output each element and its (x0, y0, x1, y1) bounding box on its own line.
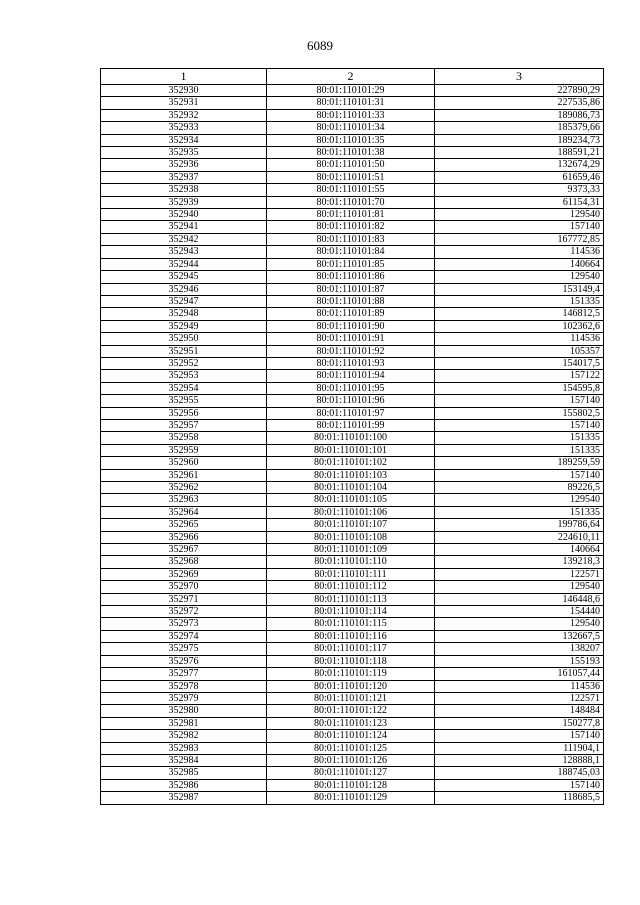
cadastral-number-cell: 80:01:110101:122 (267, 705, 435, 717)
table-row (101, 692, 604, 704)
value-cell: 161057,44 (435, 668, 604, 680)
row-number-cell: 352932 (101, 109, 267, 121)
page-number: 6089 (307, 38, 333, 53)
value-cell: 151335 (435, 295, 604, 307)
value-cell: 153149,4 (435, 283, 604, 295)
cadastral-number-cell: 80:01:110101:128 (267, 779, 435, 791)
cadastral-number-cell: 80:01:110101:85 (267, 258, 435, 270)
table-row (101, 457, 604, 469)
value-cell: 155802,5 (435, 407, 604, 419)
row-number-cell: 352966 (101, 531, 267, 543)
value-cell: 129540 (435, 494, 604, 506)
table-row (101, 643, 604, 655)
cadastral-number-cell: 80:01:110101:81 (267, 209, 435, 221)
data-table (100, 68, 604, 805)
table-row (101, 730, 604, 742)
row-number-cell: 352938 (101, 184, 267, 196)
row-number-cell: 352941 (101, 221, 267, 233)
table-row (101, 308, 604, 320)
row-number-cell: 352968 (101, 556, 267, 568)
row-number-cell: 352986 (101, 779, 267, 791)
column-header-1: 1 (101, 69, 267, 85)
cadastral-number-cell: 80:01:110101:119 (267, 668, 435, 680)
row-number-cell: 352957 (101, 419, 267, 431)
table-row (101, 407, 604, 419)
row-number-cell: 352969 (101, 568, 267, 580)
row-number-cell: 352934 (101, 134, 267, 146)
cadastral-number-cell: 80:01:110101:108 (267, 531, 435, 543)
table-row (101, 767, 604, 779)
cadastral-number-cell: 80:01:110101:118 (267, 655, 435, 667)
cadastral-number-cell: 80:01:110101:91 (267, 333, 435, 345)
value-cell: 129540 (435, 209, 604, 221)
row-number-cell: 352961 (101, 469, 267, 481)
cadastral-number-cell: 80:01:110101:86 (267, 271, 435, 283)
value-cell: 146812,5 (435, 308, 604, 320)
row-number-cell: 352939 (101, 196, 267, 208)
value-cell: 224610,11 (435, 531, 604, 543)
value-cell: 157122 (435, 370, 604, 382)
table-row (101, 97, 604, 109)
cadastral-number-cell: 80:01:110101:106 (267, 506, 435, 518)
table-row (101, 556, 604, 568)
row-number-cell: 352943 (101, 246, 267, 258)
table-row (101, 531, 604, 543)
value-cell: 188591,21 (435, 147, 604, 159)
table-row (101, 196, 604, 208)
row-number-cell: 352953 (101, 370, 267, 382)
cadastral-number-cell: 80:01:110101:93 (267, 357, 435, 369)
value-cell: 140664 (435, 258, 604, 270)
table-row (101, 544, 604, 556)
cadastral-number-cell: 80:01:110101:114 (267, 606, 435, 618)
value-cell: 61659,46 (435, 171, 604, 183)
table-row (101, 606, 604, 618)
cadastral-number-cell: 80:01:110101:116 (267, 630, 435, 642)
cadastral-number-cell: 80:01:110101:111 (267, 568, 435, 580)
value-cell: 111904,1 (435, 742, 604, 754)
column-header-2: 2 (267, 69, 435, 85)
row-number-cell: 352959 (101, 444, 267, 456)
cadastral-number-cell: 80:01:110101:87 (267, 283, 435, 295)
table-row (101, 680, 604, 692)
table-row (101, 432, 604, 444)
table-row (101, 419, 604, 431)
table-row (101, 184, 604, 196)
row-number-cell: 352982 (101, 730, 267, 742)
column-header-3: 3 (435, 69, 604, 85)
row-number-cell: 352975 (101, 643, 267, 655)
value-cell: 129540 (435, 271, 604, 283)
table-row (101, 568, 604, 580)
row-number-cell: 352974 (101, 630, 267, 642)
row-number-cell: 352946 (101, 283, 267, 295)
value-cell: 128888,1 (435, 754, 604, 766)
value-cell: 157140 (435, 221, 604, 233)
row-number-cell: 352951 (101, 345, 267, 357)
cadastral-number-cell: 80:01:110101:90 (267, 320, 435, 332)
cadastral-number-cell: 80:01:110101:50 (267, 159, 435, 171)
cadastral-number-cell: 80:01:110101:127 (267, 767, 435, 779)
row-number-cell: 352933 (101, 122, 267, 134)
table-row (101, 754, 604, 766)
cadastral-number-cell: 80:01:110101:110 (267, 556, 435, 568)
row-number-cell: 352983 (101, 742, 267, 754)
cadastral-number-cell: 80:01:110101:101 (267, 444, 435, 456)
value-cell: 227890,29 (435, 85, 604, 97)
cadastral-number-cell: 80:01:110101:126 (267, 754, 435, 766)
cadastral-number-cell: 80:01:110101:125 (267, 742, 435, 754)
row-number-cell: 352958 (101, 432, 267, 444)
table-row (101, 345, 604, 357)
table-row (101, 469, 604, 481)
table-row (101, 258, 604, 270)
table-row (101, 370, 604, 382)
table-row (101, 792, 604, 804)
cadastral-number-cell: 80:01:110101:120 (267, 680, 435, 692)
table-row (101, 382, 604, 394)
cadastral-number-cell: 80:01:110101:94 (267, 370, 435, 382)
row-number-cell: 352955 (101, 395, 267, 407)
table-row (101, 233, 604, 245)
row-number-cell: 352963 (101, 494, 267, 506)
row-number-cell: 352977 (101, 668, 267, 680)
cadastral-number-cell: 80:01:110101:99 (267, 419, 435, 431)
row-number-cell: 352948 (101, 308, 267, 320)
value-cell: 167772,85 (435, 233, 604, 245)
value-cell: 154595,8 (435, 382, 604, 394)
row-number-cell: 352960 (101, 457, 267, 469)
header-row (101, 69, 604, 85)
row-number-cell: 352947 (101, 295, 267, 307)
cadastral-number-cell: 80:01:110101:92 (267, 345, 435, 357)
value-cell: 227535,86 (435, 97, 604, 109)
table-body (101, 85, 604, 805)
value-cell: 151335 (435, 432, 604, 444)
cadastral-number-cell: 80:01:110101:115 (267, 618, 435, 630)
row-number-cell: 352964 (101, 506, 267, 518)
row-number-cell: 352981 (101, 717, 267, 729)
value-cell: 157140 (435, 779, 604, 791)
cadastral-number-cell: 80:01:110101:121 (267, 692, 435, 704)
value-cell: 154440 (435, 606, 604, 618)
row-number-cell: 352944 (101, 258, 267, 270)
cadastral-number-cell: 80:01:110101:129 (267, 792, 435, 804)
row-number-cell: 352985 (101, 767, 267, 779)
table-row (101, 85, 604, 97)
row-number-cell: 352965 (101, 519, 267, 531)
value-cell: 138207 (435, 643, 604, 655)
value-cell: 199786,64 (435, 519, 604, 531)
table-row (101, 357, 604, 369)
value-cell: 122571 (435, 692, 604, 704)
table-row (101, 221, 604, 233)
row-number-cell: 352978 (101, 680, 267, 692)
value-cell: 151335 (435, 444, 604, 456)
row-number-cell: 352940 (101, 209, 267, 221)
cadastral-number-cell: 80:01:110101:124 (267, 730, 435, 742)
table-row (101, 209, 604, 221)
table-row (101, 506, 604, 518)
value-cell: 122571 (435, 568, 604, 580)
cadastral-number-cell: 80:01:110101:83 (267, 233, 435, 245)
value-cell: 154017,5 (435, 357, 604, 369)
table-row (101, 742, 604, 754)
table-row (101, 668, 604, 680)
cadastral-number-cell: 80:01:110101:95 (267, 382, 435, 394)
cadastral-number-cell: 80:01:110101:105 (267, 494, 435, 506)
value-cell: 157140 (435, 730, 604, 742)
row-number-cell: 352976 (101, 655, 267, 667)
row-number-cell: 352930 (101, 85, 267, 97)
row-number-cell: 352952 (101, 357, 267, 369)
value-cell: 114536 (435, 333, 604, 345)
row-number-cell: 352954 (101, 382, 267, 394)
table-header (101, 69, 604, 85)
row-number-cell: 352937 (101, 171, 267, 183)
cadastral-number-cell: 80:01:110101:112 (267, 581, 435, 593)
value-cell: 155193 (435, 655, 604, 667)
cadastral-number-cell: 80:01:110101:84 (267, 246, 435, 258)
cadastral-number-cell: 80:01:110101:109 (267, 544, 435, 556)
value-cell: 151335 (435, 506, 604, 518)
value-cell: 114536 (435, 246, 604, 258)
value-cell: 189259,59 (435, 457, 604, 469)
row-number-cell: 352962 (101, 482, 267, 494)
row-number-cell: 352984 (101, 754, 267, 766)
table-row (101, 444, 604, 456)
value-cell: 148484 (435, 705, 604, 717)
table-row (101, 482, 604, 494)
row-number-cell: 352936 (101, 159, 267, 171)
cadastral-number-cell: 80:01:110101:35 (267, 134, 435, 146)
value-cell: 114536 (435, 680, 604, 692)
cadastral-number-cell: 80:01:110101:88 (267, 295, 435, 307)
table-row (101, 320, 604, 332)
table-row (101, 395, 604, 407)
table-row (101, 494, 604, 506)
value-cell: 9373,33 (435, 184, 604, 196)
cadastral-number-cell: 80:01:110101:51 (267, 171, 435, 183)
row-number-cell: 352945 (101, 271, 267, 283)
cadastral-number-cell: 80:01:110101:102 (267, 457, 435, 469)
row-number-cell: 352972 (101, 606, 267, 618)
row-number-cell: 352935 (101, 147, 267, 159)
cadastral-number-cell: 80:01:110101:100 (267, 432, 435, 444)
cadastral-number-cell: 80:01:110101:70 (267, 196, 435, 208)
table-row (101, 246, 604, 258)
cadastral-number-cell: 80:01:110101:31 (267, 97, 435, 109)
table-row (101, 159, 604, 171)
value-cell: 61154,31 (435, 196, 604, 208)
table-row (101, 717, 604, 729)
row-number-cell: 352949 (101, 320, 267, 332)
table-row (101, 333, 604, 345)
table-row (101, 283, 604, 295)
cadastral-number-cell: 80:01:110101:103 (267, 469, 435, 481)
cadastral-number-cell: 80:01:110101:117 (267, 643, 435, 655)
cadastral-number-cell: 80:01:110101:123 (267, 717, 435, 729)
value-cell: 185379,66 (435, 122, 604, 134)
table-row (101, 593, 604, 605)
cadastral-number-cell: 80:01:110101:113 (267, 593, 435, 605)
value-cell: 132667,5 (435, 630, 604, 642)
cadastral-number-cell: 80:01:110101:96 (267, 395, 435, 407)
value-cell: 129540 (435, 581, 604, 593)
table-row (101, 630, 604, 642)
cadastral-number-cell: 80:01:110101:97 (267, 407, 435, 419)
row-number-cell: 352973 (101, 618, 267, 630)
table-row (101, 295, 604, 307)
row-number-cell: 352979 (101, 692, 267, 704)
row-number-cell: 352931 (101, 97, 267, 109)
cadastral-number-cell: 80:01:110101:104 (267, 482, 435, 494)
table-row (101, 134, 604, 146)
table-row (101, 655, 604, 667)
value-cell: 139218,3 (435, 556, 604, 568)
value-cell: 129540 (435, 618, 604, 630)
table-row (101, 705, 604, 717)
row-number-cell: 352987 (101, 792, 267, 804)
value-cell: 89226,5 (435, 482, 604, 494)
table-row (101, 122, 604, 134)
cadastral-number-cell: 80:01:110101:107 (267, 519, 435, 531)
row-number-cell: 352980 (101, 705, 267, 717)
value-cell: 118685,5 (435, 792, 604, 804)
table-row (101, 171, 604, 183)
value-cell: 150277,8 (435, 717, 604, 729)
value-cell: 146448,6 (435, 593, 604, 605)
value-cell: 157140 (435, 469, 604, 481)
cadastral-number-cell: 80:01:110101:38 (267, 147, 435, 159)
value-cell: 132674,29 (435, 159, 604, 171)
cadastral-number-cell: 80:01:110101:89 (267, 308, 435, 320)
value-cell: 157140 (435, 395, 604, 407)
cadastral-number-cell: 80:01:110101:34 (267, 122, 435, 134)
value-cell: 105357 (435, 345, 604, 357)
value-cell: 140664 (435, 544, 604, 556)
value-cell: 189234,73 (435, 134, 604, 146)
cadastral-number-cell: 80:01:110101:55 (267, 184, 435, 196)
table-row (101, 147, 604, 159)
cadastral-number-cell: 80:01:110101:29 (267, 85, 435, 97)
table-row (101, 581, 604, 593)
row-number-cell: 352971 (101, 593, 267, 605)
table-row (101, 519, 604, 531)
table-row (101, 779, 604, 791)
value-cell: 102362,6 (435, 320, 604, 332)
table-row (101, 109, 604, 121)
table-row (101, 618, 604, 630)
cadastral-number-cell: 80:01:110101:82 (267, 221, 435, 233)
value-cell: 188745,03 (435, 767, 604, 779)
row-number-cell: 352956 (101, 407, 267, 419)
row-number-cell: 352967 (101, 544, 267, 556)
row-number-cell: 352942 (101, 233, 267, 245)
value-cell: 157140 (435, 419, 604, 431)
row-number-cell: 352950 (101, 333, 267, 345)
cadastral-number-cell: 80:01:110101:33 (267, 109, 435, 121)
value-cell: 189086,73 (435, 109, 604, 121)
table-row (101, 271, 604, 283)
row-number-cell: 352970 (101, 581, 267, 593)
